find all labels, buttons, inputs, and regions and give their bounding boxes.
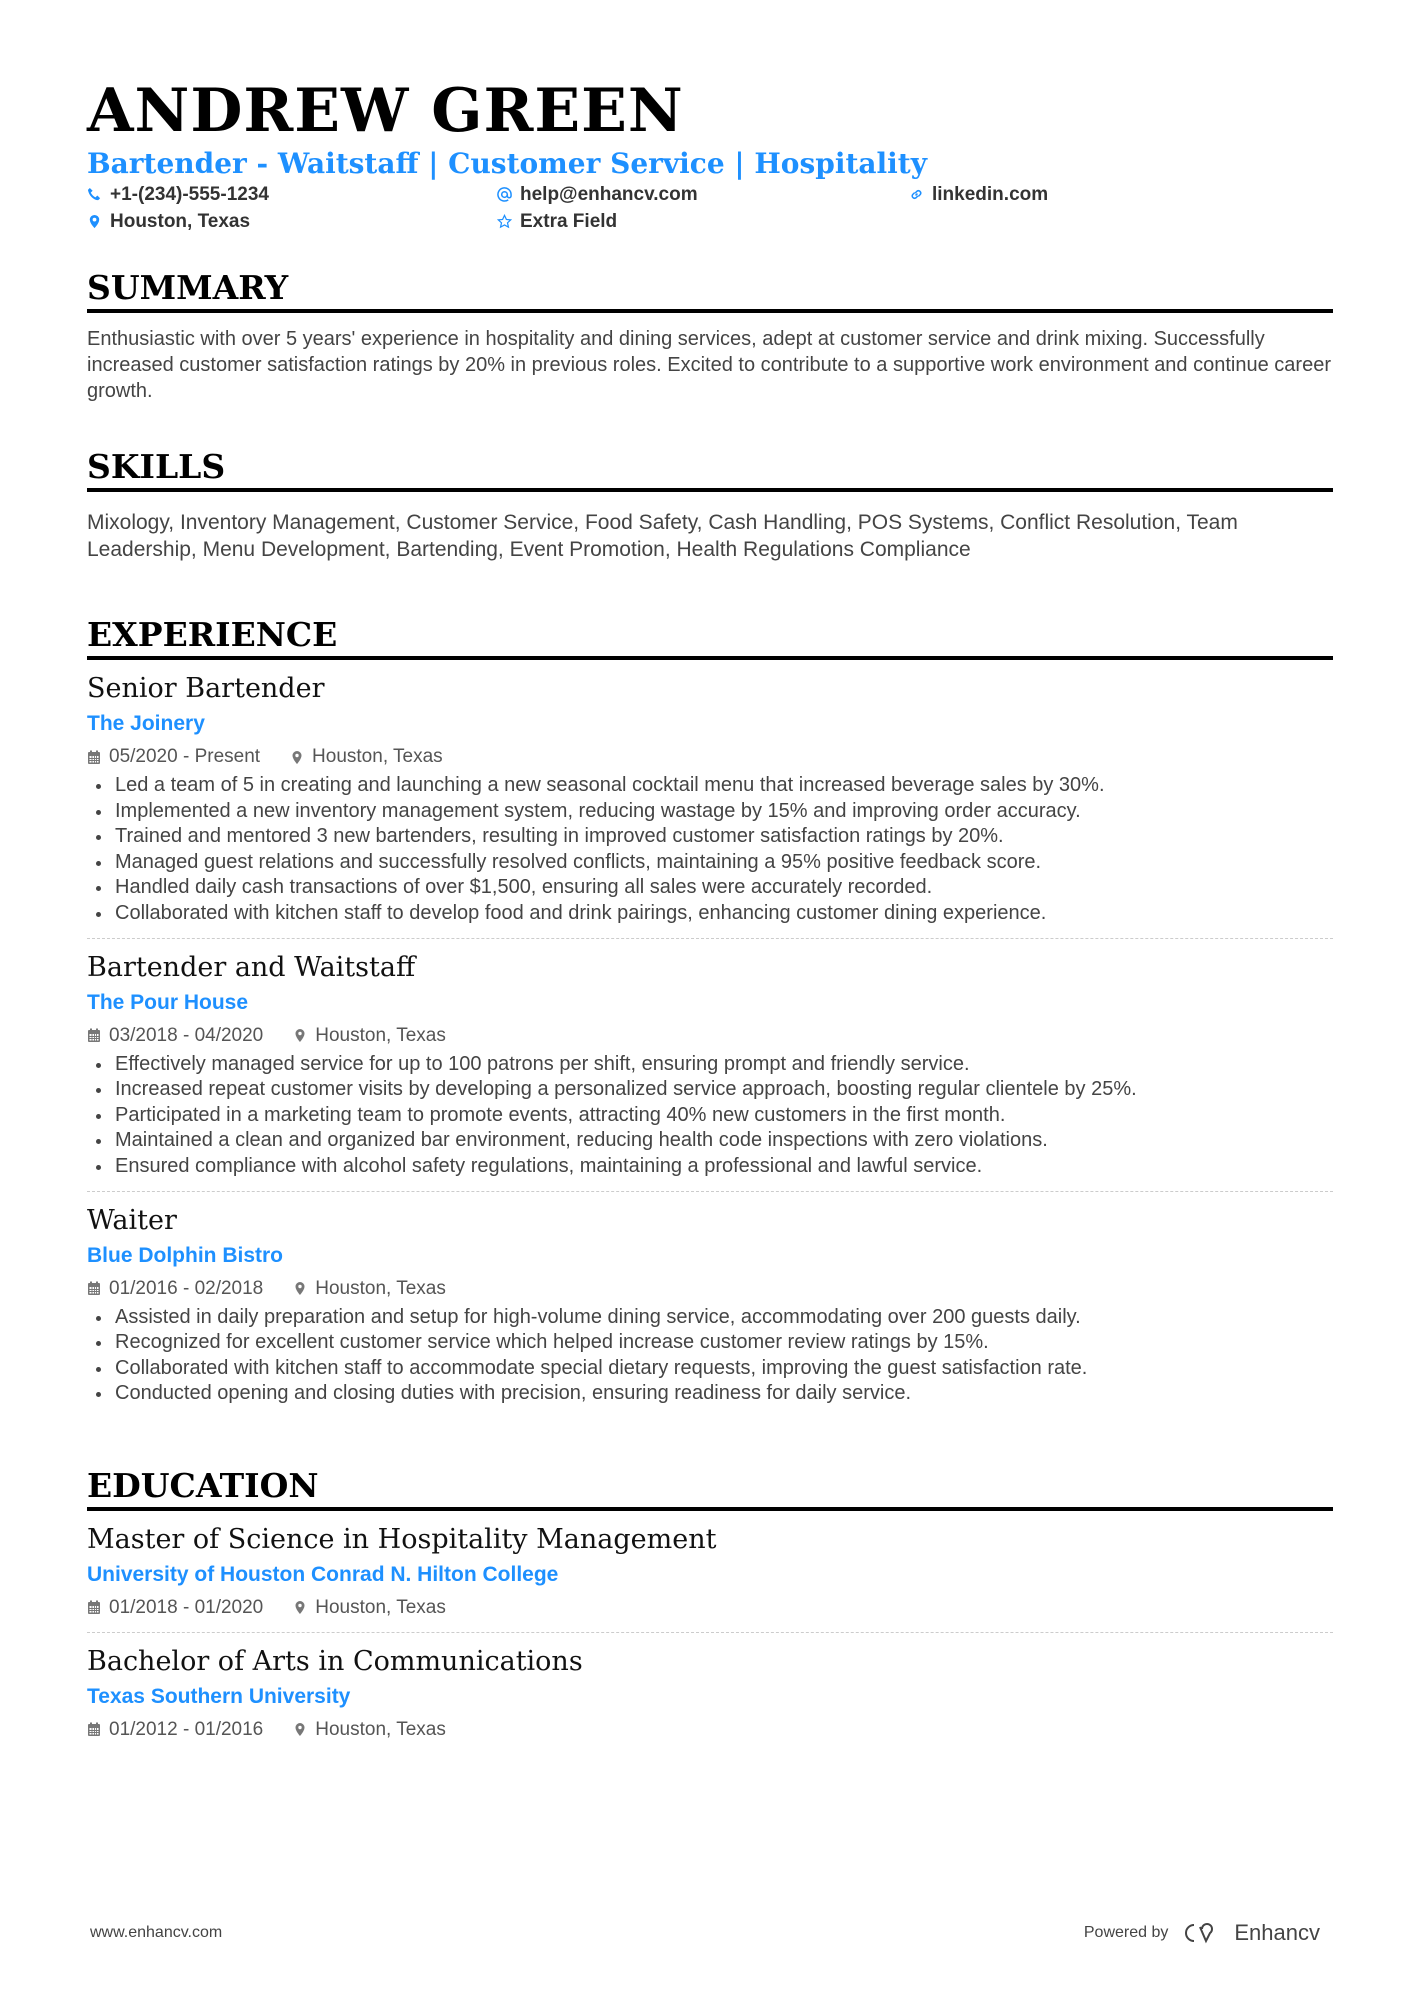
experience-entry — [87, 671, 1333, 939]
skills-text: Mixology, Inventory Management, Customer Service, Food Safety, Cash Handling, POS Systems, Conflict Resolution, Team Leadership, Menu Development, Bartending, Event Promotion, Health Regulations Compliance — [87, 511, 1238, 561]
link-text: linkedin.com — [932, 183, 1049, 205]
contact-link[interactable] — [909, 181, 1209, 208]
contact-phone — [87, 181, 497, 208]
bullet-item: Collaborated with kitchen staff to accommodate special dietary requests, improving the guest satisfaction rate. — [87, 1356, 1333, 1382]
footer — [90, 1920, 1320, 1946]
location-pin-icon — [293, 1722, 307, 1737]
bullet-item: Trained and mentored 3 new bartenders, resulting in improved customer satisfaction ratings by 20%. — [87, 824, 1333, 850]
job-title: Bartender and Waitstaff — [87, 951, 416, 983]
entry-dates: 01/2016 - 02/2018 — [109, 1277, 264, 1299]
calendar-icon — [87, 750, 101, 765]
bullet-item: Participated in a marketing team to promote events, attracting 40% new customers in the first month. — [87, 1103, 1333, 1129]
location-pin-icon — [87, 214, 102, 229]
contact-extra — [497, 208, 909, 235]
entry-dates: 05/2020 - Present — [109, 746, 261, 767]
bullet-item: Led a team of 5 in creating and launching a new seasonal cocktail menu that increased beverage sales by 30%. — [87, 773, 1333, 799]
section-title-experience: EXPERIENCE — [87, 614, 1333, 660]
calendar-icon — [87, 1600, 101, 1615]
extra-text: Extra Field — [520, 210, 618, 232]
location-pin-icon — [293, 1281, 307, 1296]
contact-email[interactable] — [497, 181, 909, 208]
section-title-education: EDUCATION — [87, 1465, 1333, 1511]
footer-site[interactable]: www.enhancv.com — [90, 1924, 223, 1941]
education-list — [87, 1522, 1333, 1746]
entry-meta — [87, 741, 1333, 773]
education-entry — [87, 1644, 1333, 1746]
calendar-icon — [87, 1722, 101, 1737]
summary-text: Enthusiastic with over 5 years' experience in hospitality and dining services, adept at customer service and drink mixing. Successfully increased customer satisfaction ratings by 20% in previous roles. Excited to contribute to a supportive work environment and continue career growth. — [87, 328, 1331, 402]
link-icon — [909, 187, 924, 202]
entry-location: Houston, Texas — [315, 1596, 446, 1618]
location-pin-icon — [293, 1600, 307, 1615]
powered-by-text: Powered by — [1083, 1924, 1169, 1941]
enhancv-logo-icon — [1180, 1921, 1226, 1945]
degree: Bachelor of Arts in Communications — [87, 1645, 583, 1677]
bullet-list — [87, 773, 1333, 927]
bullet-item: Handled daily cash transactions of over $1,500, ensuring all sales were accurately recorded. — [87, 875, 1333, 901]
bullet-item: Implemented a new inventory management system, reducing wastage by 15% and improving order accuracy. — [87, 799, 1333, 825]
headline: Bartender - Waitstaff | Customer Service | Hospitality — [87, 147, 928, 180]
entry-meta — [87, 1592, 1333, 1624]
resume — [87, 76, 1333, 1746]
entry-location: Houston, Texas — [315, 1024, 446, 1046]
experience-list — [87, 671, 1333, 1418]
location-pin-icon — [290, 750, 304, 765]
job-title: Waiter — [87, 1204, 177, 1236]
location-pin-icon — [293, 1028, 307, 1043]
entry-location: Houston, Texas — [315, 1718, 446, 1740]
job-title: Senior Bartender — [87, 673, 325, 704]
bullet-item: Collaborated with kitchen staff to develop food and drink pairings, enhancing customer dining experience. — [87, 901, 1333, 927]
section-title-skills: SKILLS — [87, 446, 1333, 492]
calendar-icon — [87, 1028, 101, 1043]
contact-info — [87, 181, 1333, 235]
star-icon — [497, 214, 512, 229]
location-text: Houston, Texas — [110, 210, 251, 232]
bullet-item: Recognized for excellent customer service which helped increase customer review ratings by 15%. — [87, 1330, 1333, 1356]
experience-entry — [87, 1203, 1333, 1418]
degree: Master of Science in Hospitality Management — [87, 1523, 717, 1555]
entry-location: Houston, Texas — [315, 1277, 446, 1299]
contact-location — [87, 208, 497, 235]
at-icon — [497, 187, 512, 202]
experience-entry — [87, 950, 1333, 1192]
entry-meta — [87, 1020, 1333, 1052]
email-text: help@enhancv.com — [520, 183, 698, 205]
phone-text: +1-(234)-555-1234 — [110, 183, 269, 205]
school-name[interactable]: University of Houston Conrad N. Hilton College — [87, 1562, 559, 1586]
education-entry — [87, 1522, 1333, 1633]
bullet-item: Managed guest relations and successfully resolved conflicts, maintaining a 95% positive feedback score. — [87, 850, 1333, 876]
entry-meta — [87, 1714, 1333, 1746]
bullet-item: Conducted opening and closing duties with precision, ensuring readiness for daily service. — [87, 1381, 1333, 1407]
enhancv-logo — [1180, 1920, 1320, 1946]
bullet-item: Maintained a clean and organized bar environment, reducing health code inspections with zero violations. — [87, 1128, 1333, 1154]
entry-dates: 01/2012 - 01/2016 — [109, 1718, 264, 1740]
calendar-icon — [87, 1281, 101, 1296]
candidate-name: ANDREW GREEN — [87, 76, 684, 146]
company-name[interactable]: Blue Dolphin Bistro — [87, 1243, 283, 1267]
bullet-item: Ensured compliance with alcohol safety regulations, maintaining a professional and lawful service. — [87, 1154, 1333, 1180]
entry-location: Houston, Texas — [312, 746, 443, 767]
bullet-list — [87, 1052, 1333, 1180]
company-name[interactable]: The Joinery — [87, 712, 205, 735]
phone-icon — [87, 187, 102, 202]
section-title-summary: SUMMARY — [87, 267, 1333, 313]
company-name[interactable]: The Pour House — [87, 990, 249, 1014]
brand-name: Enhancv — [1234, 1920, 1320, 1945]
school-name[interactable]: Texas Southern University — [87, 1684, 351, 1708]
bullet-item: Effectively managed service for up to 100 patrons per shift, ensuring prompt and friendly service. — [87, 1052, 1333, 1078]
bullet-item: Assisted in daily preparation and setup for high-volume dining service, accommodating over 200 guests daily. — [87, 1305, 1333, 1331]
bullet-item: Increased repeat customer visits by developing a personalized service approach, boosting regular clientele by 25%. — [87, 1077, 1333, 1103]
powered-by — [1084, 1920, 1320, 1946]
bullet-list — [87, 1305, 1333, 1407]
entry-meta — [87, 1273, 1333, 1305]
entry-dates: 03/2018 - 04/2020 — [109, 1024, 264, 1046]
entry-dates: 01/2018 - 01/2020 — [109, 1596, 264, 1618]
